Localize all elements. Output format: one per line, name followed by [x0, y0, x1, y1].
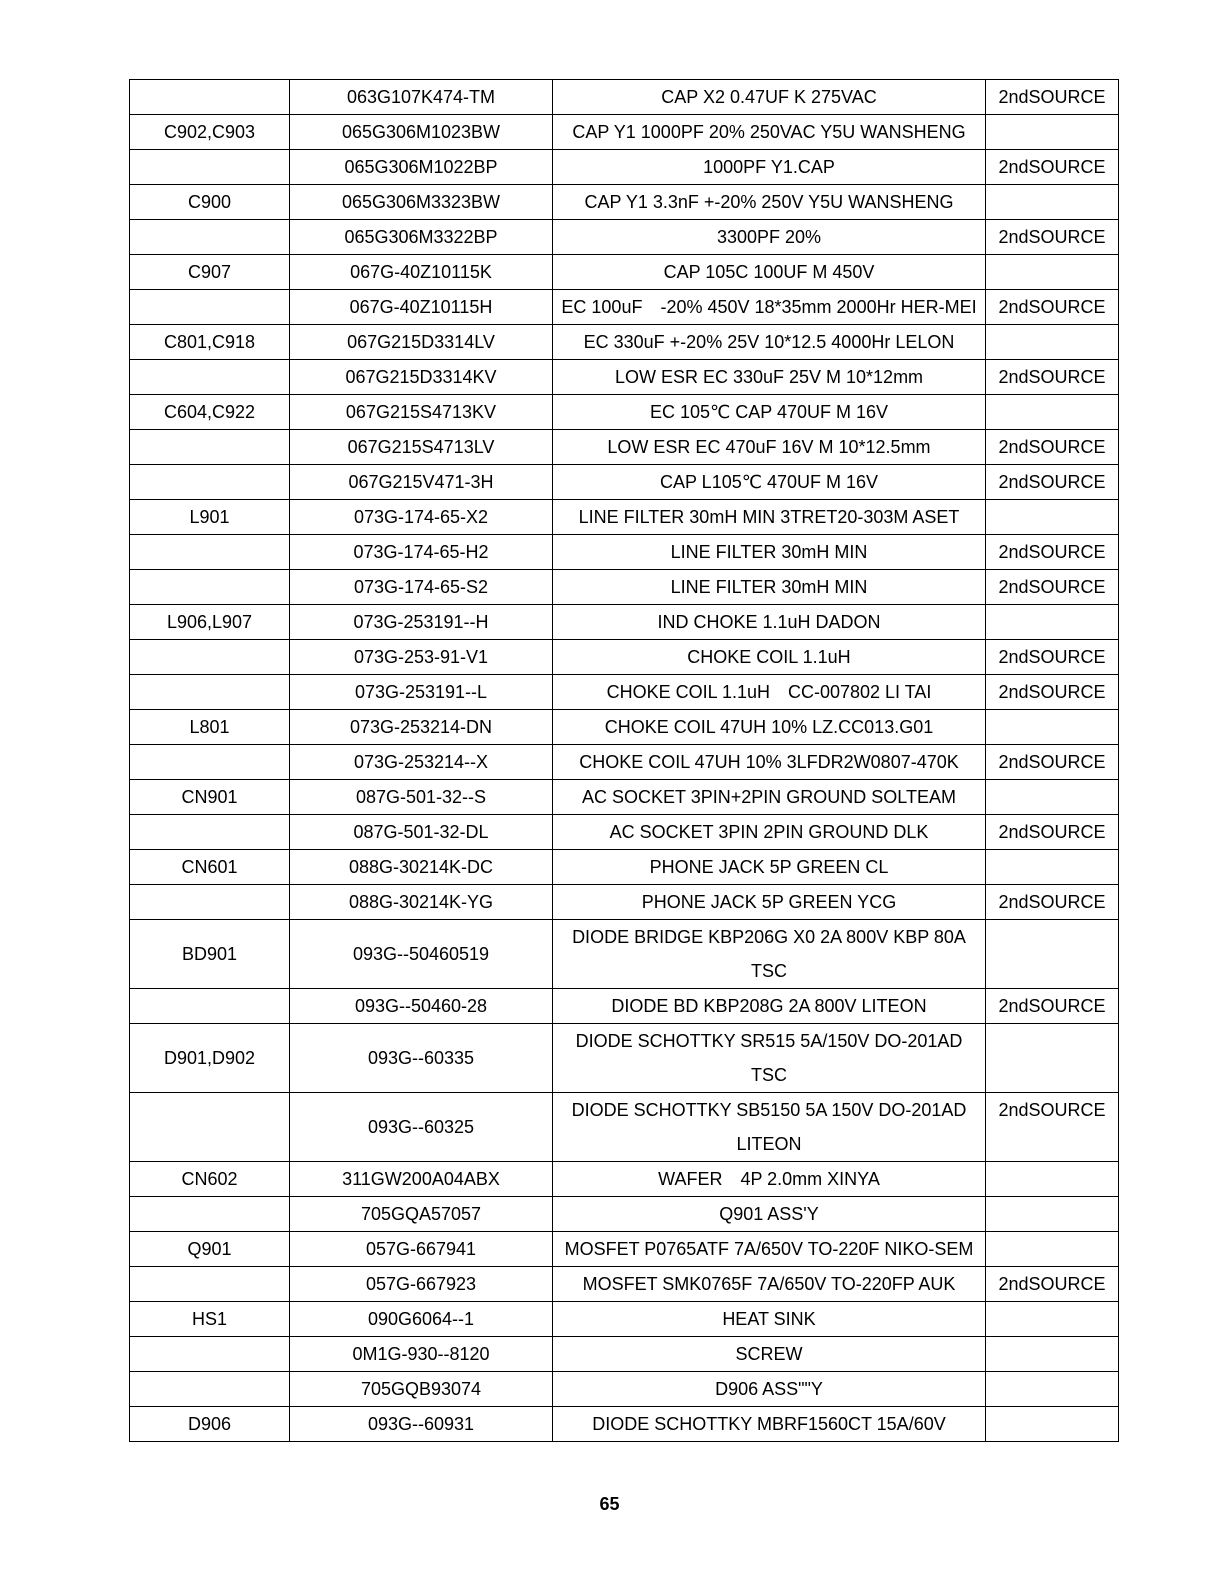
table-row [130, 1024, 1119, 1093]
description-cell: DIODE BRIDGE KBP206G X0 2A 800V KBP 80A TSC [553, 920, 986, 989]
source-cell [986, 1232, 1119, 1267]
part-number-cell: 073G-174-65-S2 [290, 570, 553, 605]
ref-designator-cell: CN901 [130, 780, 290, 815]
source-cell: 2ndSOURCE [986, 535, 1119, 570]
part-number-cell: 087G-501-32-DL [290, 815, 553, 850]
description-cell: DIODE SCHOTTKY MBRF1560CT 15A/60V [553, 1407, 986, 1442]
part-number-cell: 073G-253214-DN [290, 710, 553, 745]
ref-designator-cell [130, 150, 290, 185]
ref-designator-cell: C907 [130, 255, 290, 290]
table-row [130, 920, 1119, 989]
table-row [130, 989, 1119, 1024]
ref-designator-cell: HS1 [130, 1302, 290, 1337]
description-cell: PHONE JACK 5P GREEN YCG [553, 885, 986, 920]
source-cell: 2ndSOURCE [986, 675, 1119, 710]
ref-designator-cell [130, 80, 290, 115]
table-row [130, 1372, 1119, 1407]
source-cell [986, 1197, 1119, 1232]
description-cell: EC 105℃ CAP 470UF M 16V [553, 395, 986, 430]
part-number-cell: 067G215D3314LV [290, 325, 553, 360]
table-row [130, 80, 1119, 115]
ref-designator-cell: C604,C922 [130, 395, 290, 430]
part-number-cell: 090G6064--1 [290, 1302, 553, 1337]
table-row [130, 1302, 1119, 1337]
part-number-cell: 073G-174-65-X2 [290, 500, 553, 535]
ref-designator-cell [130, 815, 290, 850]
ref-designator-cell: Q901 [130, 1232, 290, 1267]
table-row [130, 640, 1119, 675]
source-cell [986, 1162, 1119, 1197]
ref-designator-cell: D906 [130, 1407, 290, 1442]
table-row [130, 675, 1119, 710]
ref-designator-cell [130, 465, 290, 500]
description-cell: DIODE SCHOTTKY SR515 5A/150V DO-201AD TSC [553, 1024, 986, 1093]
source-cell [986, 500, 1119, 535]
description-cell: MOSFET SMK0765F 7A/650V TO-220FP AUK [553, 1267, 986, 1302]
ref-designator-cell: C900 [130, 185, 290, 220]
table-row [130, 255, 1119, 290]
description-cell: AC SOCKET 3PIN 2PIN GROUND DLK [553, 815, 986, 850]
table-row [130, 500, 1119, 535]
description-cell: CHOKE COIL 1.1uH [553, 640, 986, 675]
source-cell: 2ndSOURCE [986, 290, 1119, 325]
part-number-cell: 067G215S4713LV [290, 430, 553, 465]
ref-designator-cell [130, 570, 290, 605]
source-cell [986, 1407, 1119, 1442]
part-number-cell: 057G-667941 [290, 1232, 553, 1267]
table-row [130, 605, 1119, 640]
ref-designator-cell [130, 430, 290, 465]
table-row [130, 1232, 1119, 1267]
source-cell [986, 325, 1119, 360]
part-number-cell: 0M1G-930--8120 [290, 1337, 553, 1372]
part-number-cell: 088G-30214K-YG [290, 885, 553, 920]
part-number-cell: 065G306M1023BW [290, 115, 553, 150]
table-row [130, 465, 1119, 500]
description-cell: LINE FILTER 30mH MIN [553, 570, 986, 605]
ref-designator-cell [130, 1093, 290, 1162]
ref-designator-cell: C801,C918 [130, 325, 290, 360]
description-cell: CAP Y1 1000PF 20% 250VAC Y5U WANSHENG [553, 115, 986, 150]
part-number-cell: 087G-501-32--S [290, 780, 553, 815]
description-cell: EC 100uF -20% 450V 18*35mm 2000Hr HER-MEI [553, 290, 986, 325]
source-cell [986, 710, 1119, 745]
table-row [130, 115, 1119, 150]
table-row [130, 885, 1119, 920]
table-row [130, 185, 1119, 220]
source-cell [986, 115, 1119, 150]
part-number-cell: 093G--60325 [290, 1093, 553, 1162]
ref-designator-cell [130, 1267, 290, 1302]
part-number-cell: 311GW200A04ABX [290, 1162, 553, 1197]
ref-designator-cell: L906,L907 [130, 605, 290, 640]
source-cell [986, 1302, 1119, 1337]
table-row [130, 745, 1119, 780]
source-cell: 2ndSOURCE [986, 430, 1119, 465]
part-number-cell: 073G-253-91-V1 [290, 640, 553, 675]
source-cell: 2ndSOURCE [986, 885, 1119, 920]
part-number-cell: 088G-30214K-DC [290, 850, 553, 885]
source-cell [986, 395, 1119, 430]
description-cell: HEAT SINK [553, 1302, 986, 1337]
source-cell [986, 1024, 1119, 1093]
description-cell: D906 ASS""Y [553, 1372, 986, 1407]
table-row [130, 1197, 1119, 1232]
description-cell: Q901 ASS'Y [553, 1197, 986, 1232]
table-row [130, 1337, 1119, 1372]
ref-designator-cell [130, 535, 290, 570]
table-row [130, 290, 1119, 325]
source-cell: 2ndSOURCE [986, 989, 1119, 1024]
part-number-cell: 067G215D3314KV [290, 360, 553, 395]
part-number-cell: 067G-40Z10115H [290, 290, 553, 325]
source-cell [986, 605, 1119, 640]
part-number-cell: 057G-667923 [290, 1267, 553, 1302]
source-cell [986, 780, 1119, 815]
ref-designator-cell [130, 360, 290, 395]
part-number-cell: 093G--50460519 [290, 920, 553, 989]
table-row [130, 1407, 1119, 1442]
description-cell: MOSFET P0765ATF 7A/650V TO-220F NIKO-SEM [553, 1232, 986, 1267]
bom-table-body [130, 80, 1119, 1442]
ref-designator-cell: L801 [130, 710, 290, 745]
table-row [130, 570, 1119, 605]
part-number-cell: 705GQB93074 [290, 1372, 553, 1407]
description-cell: CHOKE COIL 47UH 10% LZ.CC013.G01 [553, 710, 986, 745]
ref-designator-cell: CN601 [130, 850, 290, 885]
ref-designator-cell [130, 989, 290, 1024]
table-row [130, 1267, 1119, 1302]
ref-designator-cell [130, 1197, 290, 1232]
page-number: 65 [599, 1494, 620, 1514]
source-cell [986, 255, 1119, 290]
source-cell: 2ndSOURCE [986, 220, 1119, 255]
ref-designator-cell [130, 290, 290, 325]
ref-designator-cell: L901 [130, 500, 290, 535]
description-cell: WAFER 4P 2.0mm XINYA [553, 1162, 986, 1197]
ref-designator-cell: C902,C903 [130, 115, 290, 150]
part-number-cell: 073G-174-65-H2 [290, 535, 553, 570]
description-cell: CAP 105C 100UF M 450V [553, 255, 986, 290]
description-cell: CHOKE COIL 1.1uH CC-007802 LI TAI [553, 675, 986, 710]
source-cell: 2ndSOURCE [986, 80, 1119, 115]
description-cell: 1000PF Y1.CAP [553, 150, 986, 185]
description-cell: LOW ESR EC 330uF 25V M 10*12mm [553, 360, 986, 395]
description-cell: DIODE SCHOTTKY SB5150 5A 150V DO-201AD LITEON [553, 1093, 986, 1162]
description-cell: EC 330uF +-20% 25V 10*12.5 4000Hr LELON [553, 325, 986, 360]
part-number-cell: 093G--50460-28 [290, 989, 553, 1024]
table-row [130, 535, 1119, 570]
table-row [130, 850, 1119, 885]
ref-designator-cell [130, 1337, 290, 1372]
description-cell: PHONE JACK 5P GREEN CL [553, 850, 986, 885]
table-row [130, 430, 1119, 465]
part-number-cell: 065G306M3322BP [290, 220, 553, 255]
table-row [130, 1162, 1119, 1197]
description-cell: IND CHOKE 1.1uH DADON [553, 605, 986, 640]
source-cell [986, 1337, 1119, 1372]
part-number-cell: 093G--60335 [290, 1024, 553, 1093]
ref-designator-cell [130, 885, 290, 920]
description-cell: LINE FILTER 30mH MIN [553, 535, 986, 570]
description-cell: CAP X2 0.47UF K 275VAC [553, 80, 986, 115]
table-row [130, 220, 1119, 255]
source-cell [986, 850, 1119, 885]
source-cell: 2ndSOURCE [986, 570, 1119, 605]
part-number-cell: 705GQA57057 [290, 1197, 553, 1232]
source-cell: 2ndSOURCE [986, 1093, 1119, 1162]
ref-designator-cell [130, 675, 290, 710]
description-cell: LINE FILTER 30mH MIN 3TRET20-303M ASET [553, 500, 986, 535]
ref-designator-cell [130, 745, 290, 780]
source-cell: 2ndSOURCE [986, 1267, 1119, 1302]
description-cell: SCREW [553, 1337, 986, 1372]
source-cell [986, 920, 1119, 989]
description-cell: 3300PF 20% [553, 220, 986, 255]
ref-designator-cell [130, 640, 290, 675]
part-number-cell: 067G-40Z10115K [290, 255, 553, 290]
source-cell: 2ndSOURCE [986, 815, 1119, 850]
part-number-cell: 065G306M1022BP [290, 150, 553, 185]
part-number-cell: 073G-253191--H [290, 605, 553, 640]
table-row [130, 815, 1119, 850]
table-row [130, 710, 1119, 745]
source-cell [986, 185, 1119, 220]
source-cell: 2ndSOURCE [986, 150, 1119, 185]
part-number-cell: 073G-253191--L [290, 675, 553, 710]
part-number-cell: 067G215V471-3H [290, 465, 553, 500]
bom-table [129, 79, 1119, 1442]
part-number-cell: 065G306M3323BW [290, 185, 553, 220]
ref-designator-cell: CN602 [130, 1162, 290, 1197]
table-row [130, 1093, 1119, 1162]
description-cell: CAP L105℃ 470UF M 16V [553, 465, 986, 500]
description-cell: CAP Y1 3.3nF +-20% 250V Y5U WANSHENG [553, 185, 986, 220]
ref-designator-cell: D901,D902 [130, 1024, 290, 1093]
source-cell: 2ndSOURCE [986, 465, 1119, 500]
table-row [130, 780, 1119, 815]
part-number-cell: 067G215S4713KV [290, 395, 553, 430]
part-number-cell: 063G107K474-TM [290, 80, 553, 115]
table-row [130, 325, 1119, 360]
table-row [130, 360, 1119, 395]
ref-designator-cell [130, 220, 290, 255]
table-row [130, 395, 1119, 430]
source-cell [986, 1372, 1119, 1407]
source-cell: 2ndSOURCE [986, 640, 1119, 675]
source-cell: 2ndSOURCE [986, 745, 1119, 780]
description-cell: AC SOCKET 3PIN+2PIN GROUND SOLTEAM [553, 780, 986, 815]
source-cell: 2ndSOURCE [986, 360, 1119, 395]
ref-designator-cell [130, 1372, 290, 1407]
part-number-cell: 093G--60931 [290, 1407, 553, 1442]
table-row [130, 150, 1119, 185]
description-cell: CHOKE COIL 47UH 10% 3LFDR2W0807-470K [553, 745, 986, 780]
part-number-cell: 073G-253214--X [290, 745, 553, 780]
description-cell: DIODE BD KBP208G 2A 800V LITEON [553, 989, 986, 1024]
ref-designator-cell: BD901 [130, 920, 290, 989]
description-cell: LOW ESR EC 470uF 16V M 10*12.5mm [553, 430, 986, 465]
